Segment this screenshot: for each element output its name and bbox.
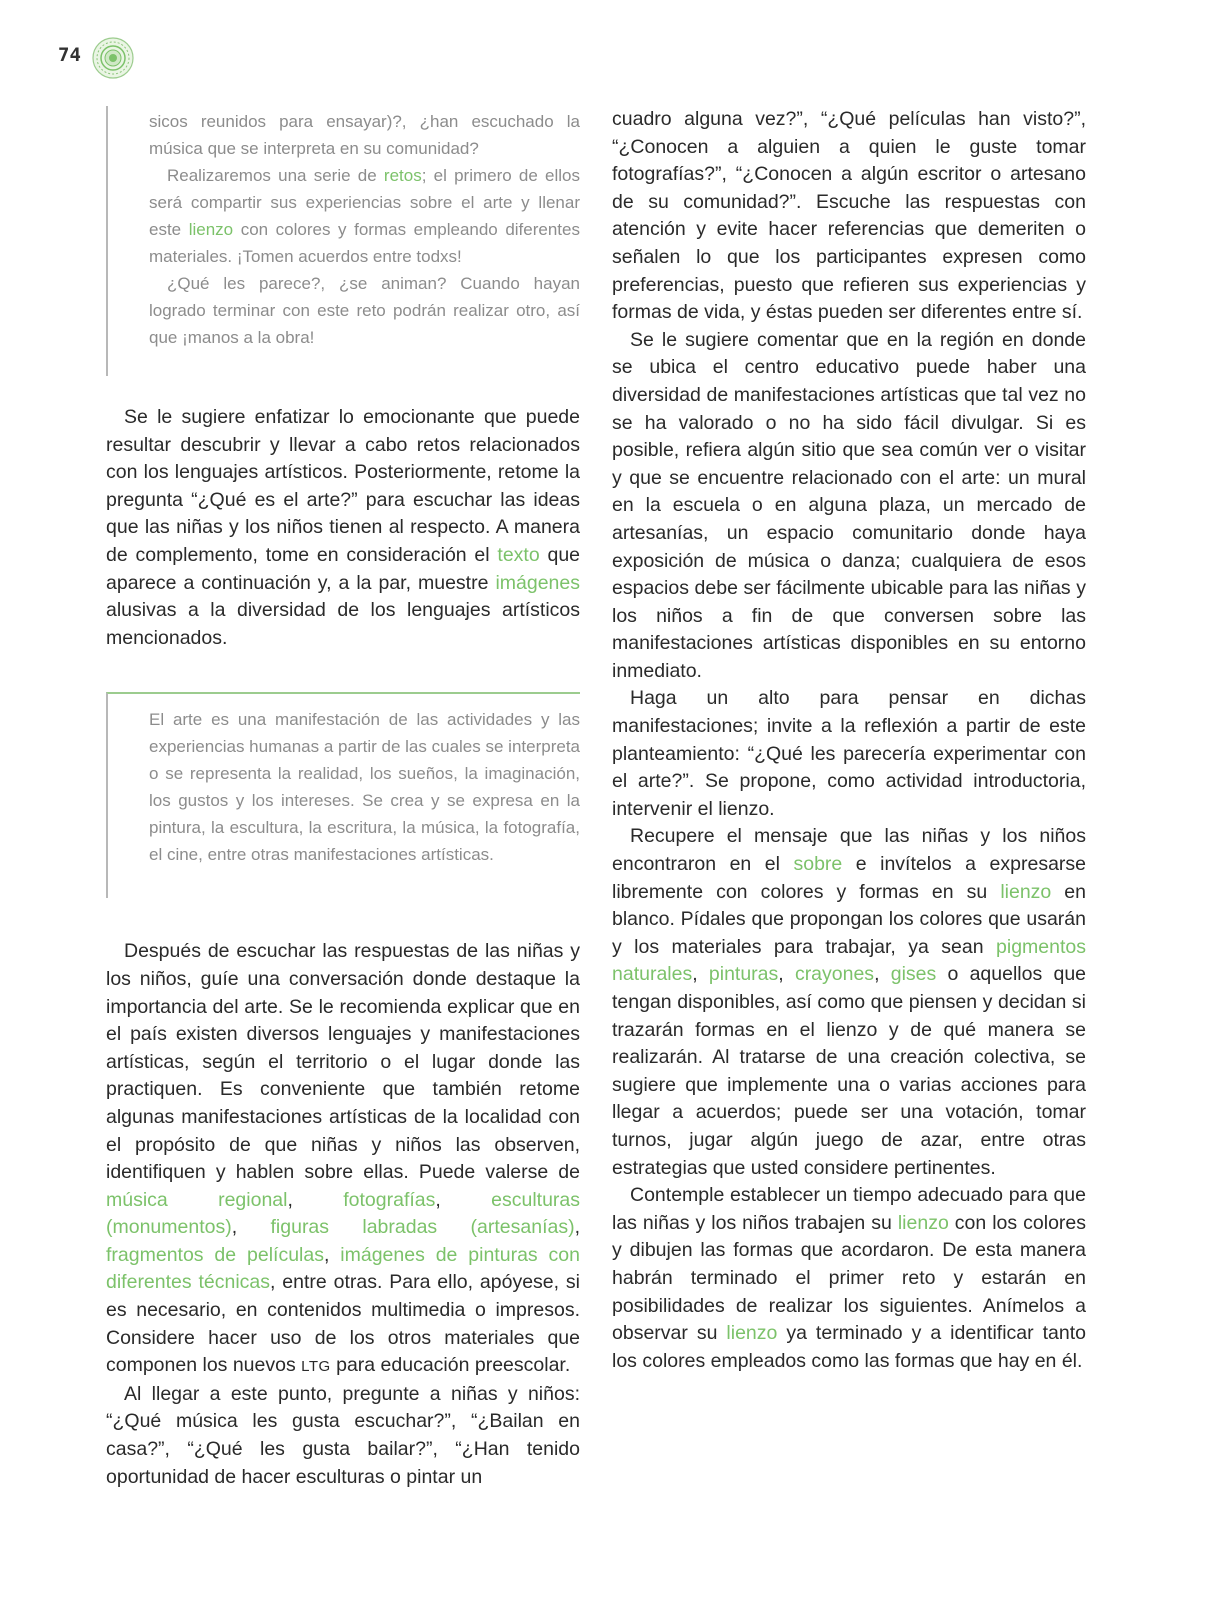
link-lienzo[interactable]: lienzo (897, 1211, 949, 1234)
left-column (106, 106, 580, 1491)
quote-paragraph: ¿Qué les parece?, ¿se animan? Cuando hayan logrado terminar con este reto podrán realizar otro, así que ¡manos a la obra! (149, 274, 580, 347)
link-fotografias[interactable]: fotografías (343, 1188, 436, 1211)
page-number: 74 (58, 44, 81, 66)
right-column (612, 106, 1086, 1375)
link-esculturas[interactable]: esculturas (monumentos) (106, 1188, 580, 1239)
link-figuras-labradas[interactable]: figuras labradas (artesanías) (270, 1216, 575, 1239)
link-musica-regional[interactable]: música regional (106, 1188, 288, 1211)
definition-text: El arte es una manifestación de las actividades y las experiencias humanas a partir de las cuales se interpreta o se representa la realidad, los sueños, la imaginación, los gustos y los intereses. Se crea y se expresa en la pintura, la escultura, la escritura, la música, la fotografía, el cine, entre otras manifestaciones artísticas. (149, 710, 580, 865)
link-lienzo[interactable]: lienzo (726, 1322, 778, 1345)
student-quote-block (106, 106, 580, 376)
body-paragraph: Recupere el mensaje que las niñas y los niños encontraron en el sobre e invítelos a expresarse libremente con colores y formas en su lienzo en blanco. Pídales que propongan los colores que usarán y los materiales para trabajar, ya sean pigmentos naturales, pinturas, crayones, gises o aquellos que tengan disponibles, así como que piensen y decidan si trazarán formas en el lienzo y de qué manera se realizarán. Al tratarse de una creación colectiva, se sugiere que implemente una o varias acciones para llegar a acuerdos; puede ser una votación, tomar turnos, jugar algún juego de azar, entre otras estrategias que usted considere pertinentes. (612, 825, 1087, 1179)
link-pigmentos-naturales[interactable]: pigmentos naturales (612, 935, 1086, 986)
body-text (106, 938, 580, 1491)
link-crayones[interactable]: crayones (794, 963, 875, 986)
body-paragraph: Se le sugiere enfatizar lo emocionante que puede resultar descubrir y llevar a cabo retos relacionados con los lenguajes artísticos. Posteriormente, retome la pregunta “¿Qué es el arte?” para escuchar las ideas que las niñas y los niños tienen al respecto. A manera de complemento, tome en consideración el texto que aparece a continuación y, a la par, muestre imágenes alusivas a la diversidad de los lenguajes artísticos mencionados. (106, 406, 581, 649)
quote-paragraph: Realizaremos una serie de retos; el primero de ellos será compartir sus experiencias sobre el arte y llenar este lienzo con colores y formas empleando diferentes materiales. ¡Tomen acuerdos entre todxs! (149, 166, 580, 266)
quote-paragraph: sicos reunidos para ensayar)?, ¿han escuchado la música que se interpreta en su comunidad? (149, 112, 580, 158)
link-imagenes[interactable]: imágenes (495, 571, 580, 594)
body-text (106, 404, 580, 652)
link-texto[interactable]: texto (497, 543, 540, 566)
link-pinturas[interactable]: pinturas (708, 963, 779, 986)
link-retos[interactable]: retos (383, 166, 422, 185)
body-paragraph: Se le sugiere comentar que en la región en donde se ubica el centro educativo puede haber una diversidad de manifestaciones artísticas que tal vez no se ha valorado o no ha sido fácil divulgar. Si es posible, refiera algún sitio que sea común ver o visitar y que se encuentre relacionado con el arte: un mural en la escuela o en alguna plaza, un mercado de artesanías, un espacio comunitario donde haya exposición de música o danza; cualquiera de esos espacios debe ser fácilmente ubicable para las niñas y los niños a fin de que conversen sobre las manifestaciones artísticas disponibles en su entorno inmediato. (612, 328, 1086, 682)
link-sobre[interactable]: sobre (793, 853, 843, 876)
link-fragmentos-peliculas[interactable]: fragmentos de películas (106, 1243, 324, 1266)
link-gises[interactable]: gises (890, 963, 937, 986)
green-mandala-icon (92, 37, 134, 79)
link-lienzo[interactable]: lienzo (1000, 880, 1052, 903)
body-paragraph: Al llegar a este punto, pregunte a niñas y niños: “¿Qué música les gusta escuchar?”, “¿Bailan en casa?”, “¿Qué les gusta bailar?”, “¿Han tenido oportunidad de hacer esculturas o pintar un (106, 1382, 580, 1488)
link-lienzo[interactable]: lienzo (188, 220, 234, 239)
body-paragraph: Contemple establecer un tiempo adecuado para que las niñas y los niños trabajen su lienzo con los colores y dibujen las formas que acordaron. De esta manera habrán terminado el primer reto y estarán en posibilidades de realizar los siguientes. Anímelos a observar su lienzo ya terminado y a identificar tanto los colores empleados como las formas que hay en él. (612, 1184, 1086, 1372)
body-paragraph: Haga un alto para pensar en dichas manifestaciones; invite a la reflexión a partir de este planteamiento: “¿Qué les parecería experimentar con el arte?”. Se propone, como actividad introductoria, intervenir el lienzo. (612, 687, 1086, 820)
link-imagenes-pinturas[interactable]: imágenes de pinturas con diferentes técnicas (106, 1243, 580, 1294)
art-definition-box (106, 692, 580, 898)
body-text (612, 106, 1086, 1375)
ltg-abbreviation: LTG (301, 1358, 331, 1376)
body-paragraph: Después de escuchar las respuestas de las niñas y los niños, guíe una conversación donde destaque la importancia del arte. Se le recomienda explicar que en el país existen diversos lenguajes y manifestaciones artísticas, según el territorio o el lugar donde las practiquen. Es conveniente que también retome algunas manifestaciones artísticas de la localidad con el propósito de que niñas y niños las observen, identifiquen y hablen sobre ellas. Puede valerse de música regional, fotografías, esculturas (monumentos), figuras labradas (artesanías), fragmentos de películas, imágenes de pinturas con diferentes técnicas, entre otras. Para ello, apóyese, si es necesario, en contenidos multimedia o impresos. Considere hacer uso de los otros materiales que componen los nuevos LTG para educación preescolar. (106, 940, 580, 1377)
body-paragraph: cuadro alguna vez?”, “¿Qué películas han visto?”, “¿Conocen a alguien a quien le guste tomar fotografías?”, “¿Conocen a algún escritor o artesano de su comunidad?”. Escuche las respuestas con atención y evite hacer referencias que demeriten o señalen lo que los participantes expresen como preferencias, puesto que refieren sus experiencias y formas de vida, y éstas pueden ser diferentes entre sí. (612, 108, 1086, 324)
